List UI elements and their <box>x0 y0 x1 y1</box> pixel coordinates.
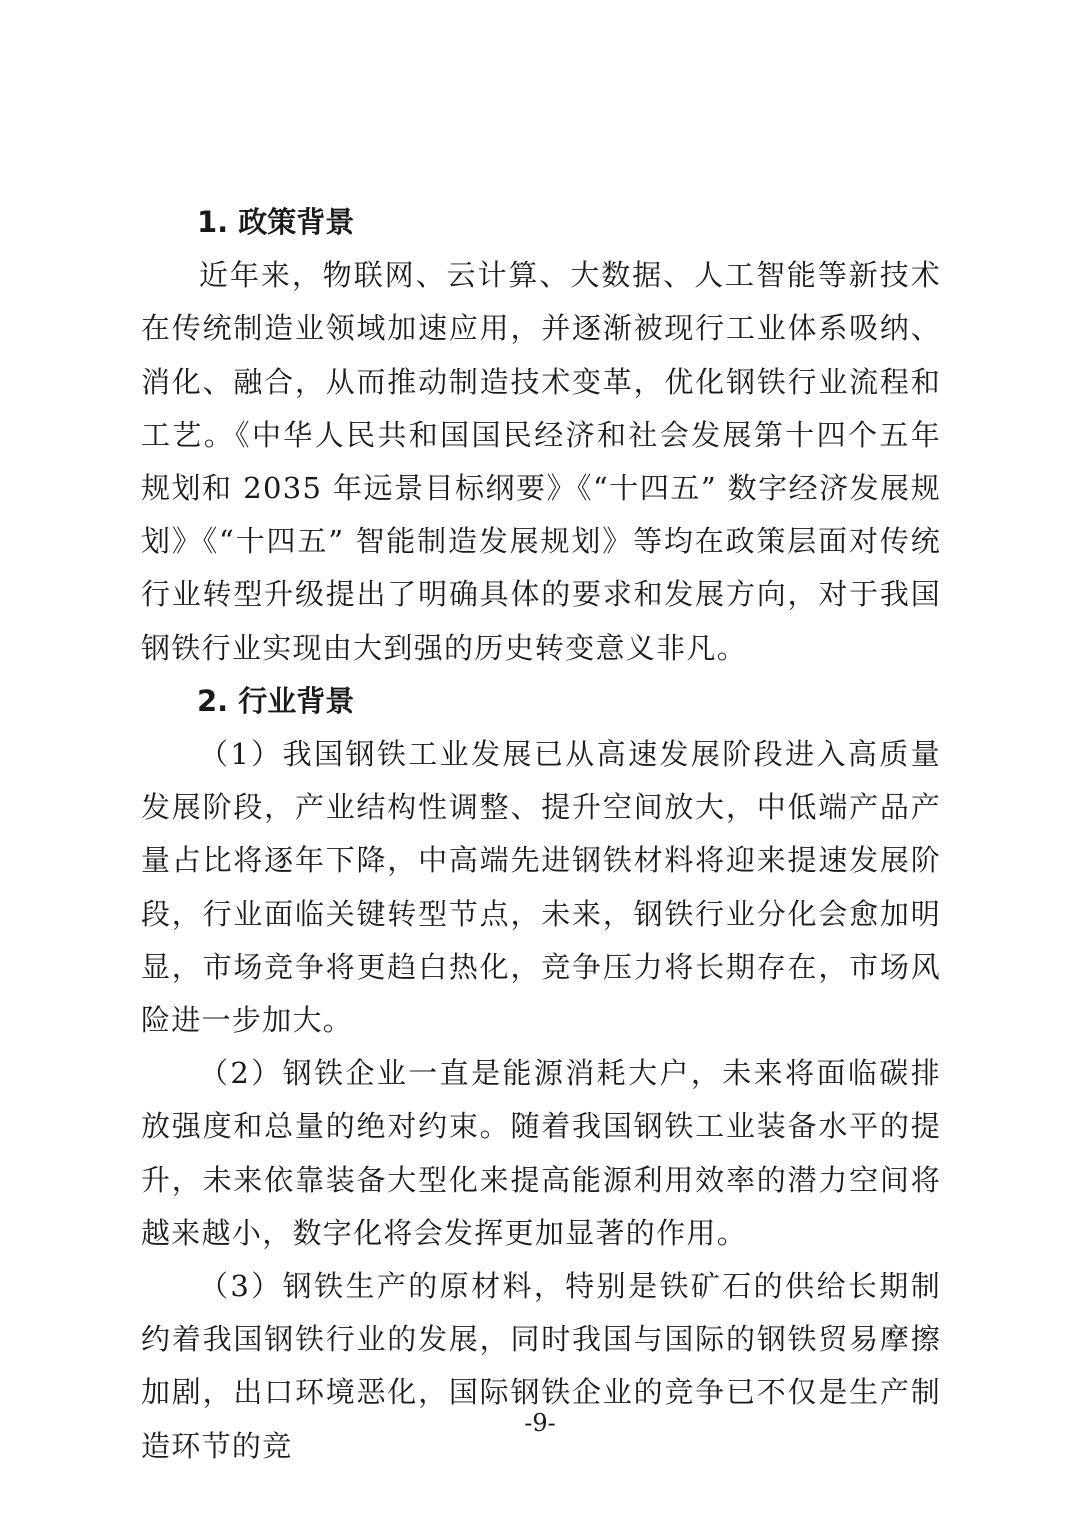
paragraph-policy-background: 近年来，物联网、云计算、大数据、人工智能等新技术在传统制造业领域加速应用，并逐渐被现行工业体系吸纳、消化、融合，从而推动制造技术变革，优化钢铁行业流程和工艺。《中华人民共和国国民经济和社会发展第十四个五年规划和 2035 年远景目标纲要》《“十四五” 数字经济发展规划》《“十四五” 智能制造发展规划》等均在政策层面对传统行业转型升级提出了明确具体的要求和发展方向，对于我国钢铁行业实现由大到强的历史转变意义非凡。 <box>141 258 941 665</box>
section-heading-policy: 1. 政策背景 <box>197 205 355 239</box>
section-heading-industry: 2. 行业背景 <box>197 683 355 718</box>
page-number: -9- <box>524 1409 556 1437</box>
paragraph-industry-3: （3）钢铁生产的原材料，特别是铁矿石的供给长期制约着我国钢铁行业的发展，同时我国与国际的钢铁贸易摩擦加剧，出口环境恶化，国际钢铁企业的竞争已不仅是生产制造环节的竞 <box>141 1269 941 1463</box>
document-body <box>141 196 941 1473</box>
paragraph-industry-2: （2）钢铁企业一直是能源消耗大户，未来将面临碳排放强度和总量的绝对约束。随着我国钢铁工业装备水平的提升，未来依靠装备大型化来提高能源利用效率的潜力空间将越来越小，数字化将会发挥更加显著的作用。 <box>141 1056 941 1250</box>
paragraph-industry-1: （1）我国钢铁工业发展已从高速发展阶段进入高质量发展阶段，产业结构性调整、提升空间放大，中低端产品产量占比将逐年下降，中高端先进钢铁材料将迎来提速发展阶段，行业面临关键转型节点，未来，钢铁行业分化会愈加明显，市场竞争将更趋白热化，竞争压力将长期存在，市场风险进一步加大。 <box>141 737 941 1038</box>
